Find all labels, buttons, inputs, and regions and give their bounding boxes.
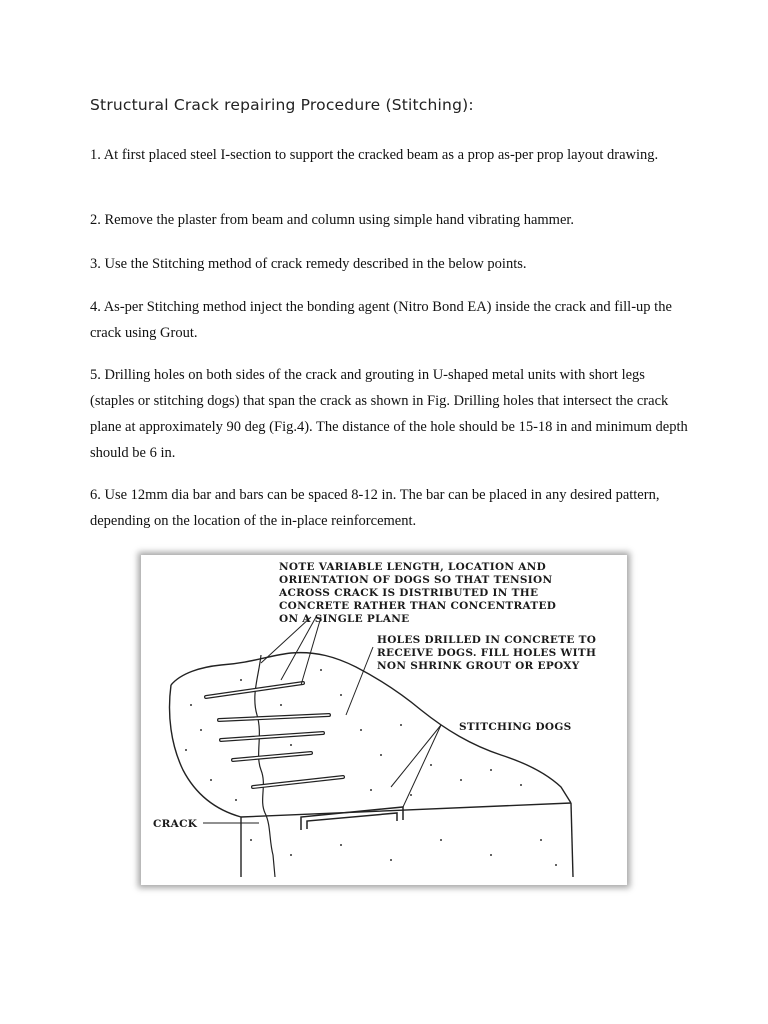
crack-label: CRACK bbox=[153, 818, 198, 830]
note-leader-2 bbox=[281, 617, 316, 680]
note-line-4: CONCRETE RATHER THAN CONCENTRATED bbox=[279, 600, 557, 612]
note-line-3: ACROSS CRACK IS DISTRIBUTED IN THE bbox=[279, 587, 539, 599]
stitching-dogs-label: STITCHING DOGS bbox=[459, 721, 572, 733]
paragraph-4: 4. As-per Stitching method inject the bonding agent (Nitro Bond EA) inside the crack and fill-up the crack using Grout. bbox=[90, 299, 672, 341]
note-line-5: ON A SINGLE PLANE bbox=[279, 613, 410, 625]
block-front-top-edge bbox=[241, 803, 571, 817]
stitching-diagram bbox=[141, 555, 627, 885]
holes-line-1: HOLES DRILLED IN CONCRETE TO bbox=[377, 634, 597, 646]
note-line-1: NOTE VARIABLE LENGTH, LOCATION AND bbox=[279, 561, 547, 573]
paragraph-5: 5. Drilling holes on both sides of the crack and grouting in U-shaped metal units with short legs (staples or stitching dogs) that span the crack as shown in Fig. Drilling holes that intersect the crack plane at approximately 90 deg (Fig.4). The distance of the hole should be 15-18 in and minimum depth should be 6 in. bbox=[90, 367, 688, 461]
holes-line-3: NON SHRINK GROUT OR EPOXY bbox=[377, 660, 580, 672]
paragraph-6: 6. Use 12mm dia bar and bars can be spaced 8-12 in. The bar can be placed in any desired pattern, depending on the location of the in-place reinforcement. bbox=[90, 487, 660, 529]
stitching-leader-1 bbox=[391, 725, 441, 787]
paragraph-2: 2. Remove the plaster from beam and column using simple hand vibrating hammer. bbox=[90, 212, 575, 228]
note-leader-3 bbox=[301, 617, 321, 685]
block-front-right-edge bbox=[571, 803, 573, 877]
holes-leader bbox=[346, 647, 373, 715]
stitching-figure bbox=[141, 555, 627, 885]
holes-line-2: RECEIVE DOGS. FILL HOLES WITH bbox=[377, 647, 597, 659]
paragraph-3: 3. Use the Stitching method of crack remedy described in the below points. bbox=[90, 256, 527, 272]
note-line-2: ORIENTATION OF DOGS SO THAT TENSION bbox=[279, 574, 553, 586]
paragraph-1: 1. At first placed steel I-section to support the cracked beam as a prop as-per prop layout drawing. bbox=[90, 147, 659, 163]
block-left-outline bbox=[170, 685, 242, 817]
document-title: Structural Crack repairing Procedure (Stitching): bbox=[90, 96, 474, 114]
stitching-leader-2 bbox=[403, 725, 441, 807]
